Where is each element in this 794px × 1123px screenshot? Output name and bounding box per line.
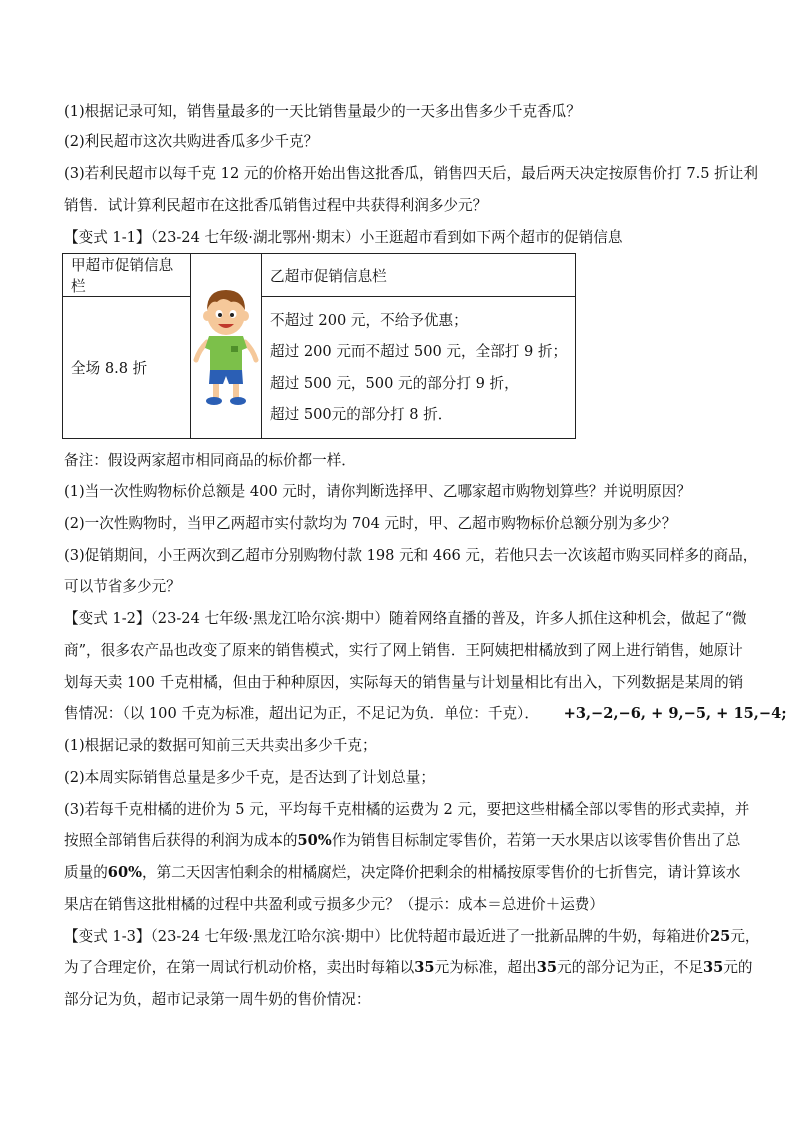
yi-rule-3: 超过 500 元，500 元的部分打 9 折， [270,374,519,392]
text-fragment: 为了合理定价，在第一周试行机动价格，卖出时每箱以 [64,959,415,976]
question-3-line-1: (3)若利民超市以每千克 12 元的价格开始出售这批香瓜，销售四天后，最后两天决定按原售价打 7.5 折让利 [64,165,758,182]
yi-rule-2: 超过 200 元而不超过 500 元，全部打 9 折； [270,343,568,360]
text-fragment: 作为销售目标制定零售价，若第一天水果店以该零售价售出了总 [331,832,741,849]
text-fragment: 元， [730,928,760,945]
standard-price: 35 [536,959,558,976]
cartoon-boy-icon [193,282,259,410]
variant-1-2-question-3-line-3 [64,863,741,883]
yi-header-cell: 乙超市促销信息栏 [262,254,576,297]
question-1: (1)根据记录可知，销售量最多的一天比销售量最少的一天多出售多少千克香瓜？ [64,103,581,120]
text-fragment: 元的部分记为正，不足 [557,959,704,976]
variant-1-2-question-3-line-2 [64,831,741,851]
variant-1-3-line-1 [64,927,760,947]
jia-header-cell: 甲超市促销信息栏 [63,254,191,297]
yi-rules-cell [262,297,576,439]
variant-1-2-question-1: (1)根据记录的数据可知前三天共卖出多少千克； [64,737,377,754]
sold-percent: 60% [107,864,142,881]
variant-1-1-question-1: (1)当一次性购物标价总额是 400 元时，请你判断选择甲、乙哪家超市购物划算些？并说明原因？ [64,483,691,500]
question-2: (2)利民超市这次共购进香瓜多少千克？ [64,133,319,150]
variant-1-2-question-3-line-1: (3)若每千克柑橘的进价为 5 元，平均每千克柑橘的运费为 2 元，要把这些柑橘全部以零售的形式卖掉，并 [64,801,750,818]
text-fragment: 质量的 [64,864,108,881]
variant-1-1-heading: 【变式 1-1】（23-24 七年级·湖北鄂州·期末）小王逛超市看到如下两个超市的促销信息 [64,229,623,246]
sales-deviation-numbers: +3,−2,−6, + 9,−5, + 15,−4; [563,705,787,722]
question-3-line-2: 销售．试计算利民超市在这批香瓜销售过程中共获得利润多少元？ [64,197,488,214]
variant-1-1-question-3-line-1: (3)促销期间，小王两次到乙超市分别购物付款 198 元和 466 元，若他只去一次该超市购买同样多的商品， [64,547,758,564]
jia-discount-cell: 全场 8.8 折 [63,297,191,439]
variant-1-2-question-3-line-4: 果店在销售这批柑橘的过程中共盈利或亏损多少元？（提示：成本＝总进价＋运费） [64,896,604,913]
variant-1-1-question-2: (2)一次性购物时，当甲乙两超市实付款均为 704 元时，甲、乙超市购物标价总额分别为多少？ [64,515,677,532]
text-fragment: 按照全部销售后获得的利润为成本的 [64,832,298,849]
variant-1-2-line-4-text: 售情况：（以 100 千克为标准，超出记为正，不足记为负．单位：千克）． [64,705,539,722]
text-fragment: 元的 [723,959,753,976]
variant-1-3-line-2 [64,958,753,978]
text-fragment: 元为标准，超出 [434,959,537,976]
profit-percent: 50% [297,832,332,849]
variant-1-2-line-4 [64,704,787,724]
yi-rule-1: 不超过 200 元，不给予优惠； [270,311,468,329]
variant-1-2-question-2: (2)本周实际销售总量是多少千克，是否达到了计划总量； [64,769,435,786]
promo-info-table [62,253,576,439]
variant-1-1-question-3-line-2: 可以节省多少元？ [64,578,181,595]
text-fragment: ，第二天因害怕剩余的柑橘腐烂，决定降价把剩余的柑橘按原零售价的七折售完，请计算该水 [141,864,741,881]
note: 备注：假设两家超市相同商品的标价都一样． [64,452,356,469]
standard-price: 35 [414,959,435,976]
variant-1-3-line-3: 部分记为负，超市记录第一周牛奶的售价情况： [64,991,371,1008]
yi-rule-4: 超过 500元的部分打 8 折． [270,406,453,423]
variant-1-2-line-2: 商”，很多农产品也改变了原来的销售模式，实行了网上销售．王阿姨把柑橘放到了网上进行销售，她原计 [64,642,743,659]
variant-1-2-line-1: 【变式 1-2】（23-24 七年级·黑龙江哈尔滨·期中）随着网络直播的普及，许多人抓住这种机会，做起了“微 [64,610,747,627]
variant-1-2-line-3: 划每天卖 100 千克柑橘，但由于种种原因，实际每天的销售量与计划量相比有出入，下列数据是某周的销 [64,674,744,691]
text-fragment: 【变式 1-3】（23-24 七年级·黑龙江哈尔滨·期中）比优特超市最近进了一批新品牌的牛奶，每箱进价 [64,928,710,945]
standard-price: 35 [703,959,724,976]
illustration-cell [191,254,262,439]
cost-price: 25 [710,928,731,945]
